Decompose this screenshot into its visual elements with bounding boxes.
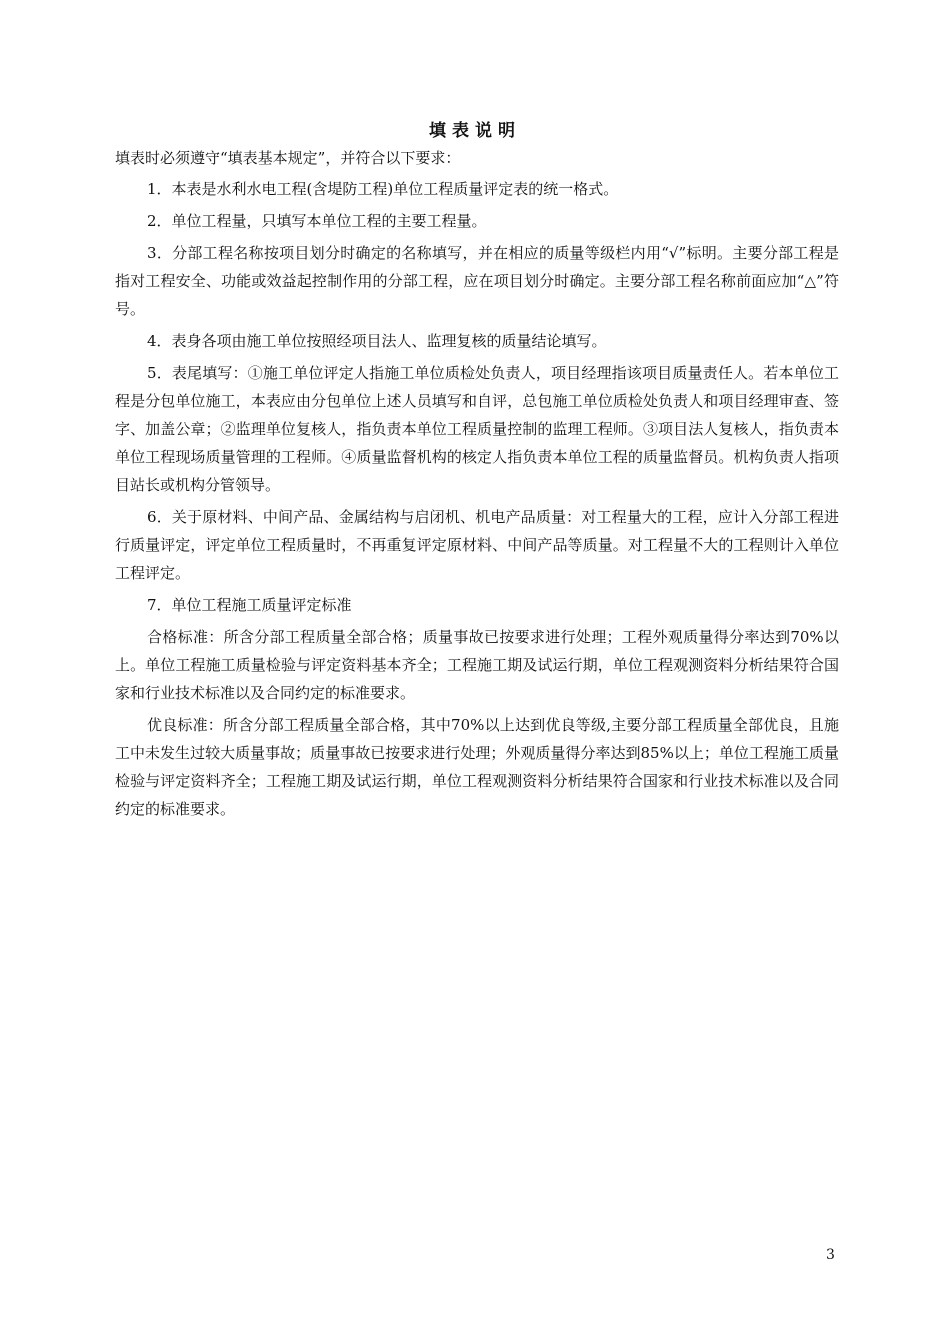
- page-number: 3: [826, 1247, 835, 1263]
- paragraph-excellent-standard: 优良标准：所含分部工程质量全部合格，其中70%以上达到优良等级,主要分部工程质量全部优良，且施工中未发生过较大质量事故；质量事故已按要求进行处理；外观质量得分率达到85%以上；单位工程施工质量检验与评定资料齐全；工程施工期及试运行期，单位工程观测资料分析结果符合国家和行业技术标准以及合同约定的标准要求。: [115, 716, 839, 818]
- document-body: [115, 144, 839, 827]
- paragraph-2: 2．单位工程量，只填写本单位工程的主要工程量。: [147, 212, 487, 230]
- intro-paragraph: 填表时必须遵守“填表基本规定”，并符合以下要求：: [115, 149, 461, 167]
- paragraph-4: 4．表身各项由施工单位按照经项目法人、监理复核的质量结论填写。: [147, 332, 607, 350]
- paragraph-7: 7．单位工程施工质量评定标准: [147, 596, 352, 614]
- paragraph-qualified-standard: 合格标准：所含分部工程质量全部合格；质量事故已按要求进行处理；工程外观质量得分率达到70%以上。单位工程施工质量检验与评定资料基本齐全；工程施工期及试运行期，单位工程观测资料分析结果符合国家和行业技术标准以及合同约定的标准要求。: [115, 628, 839, 702]
- paragraph-3: 3．分部工程名称按项目划分时确定的名称填写，并在相应的质量等级栏内用“√”标明。主要分部工程是指对工程安全、功能或效益起控制作用的分部工程，应在项目划分时确定。主要分部工程名称前面应加“△”符号。: [115, 244, 839, 318]
- paragraph-1: 1．本表是水利水电工程(含堤防工程)单位工程质量评定表的统一格式。: [147, 180, 619, 198]
- paragraph-6: 6．关于原材料、中间产品、金属结构与启闭机、机电产品质量：对工程量大的工程，应计入分部工程进行质量评定，评定单位工程质量时，不再重复评定原材料、中间产品等质量。对工程量不大的工程则计入单位工程评定。: [115, 508, 839, 582]
- paragraph-5: 5．表尾填写：①施工单位评定人指施工单位质检处负责人，项目经理指该项目质量责任人。若本单位工程是分包单位施工，本表应由分包单位上述人员填写和自评，总包施工单位质检处负责人和项目经理审查、签字、加盖公章；②监理单位复核人，指负责本单位工程质量控制的监理工程师。③项目法人复核人，指负责本单位工程现场质量管理的工程师。④质量监督机构的核定人指负责本单位工程的质量监督员。机构负责人指项目站长或机构分管领导。: [115, 364, 839, 494]
- page-title: 填表说明: [429, 121, 521, 141]
